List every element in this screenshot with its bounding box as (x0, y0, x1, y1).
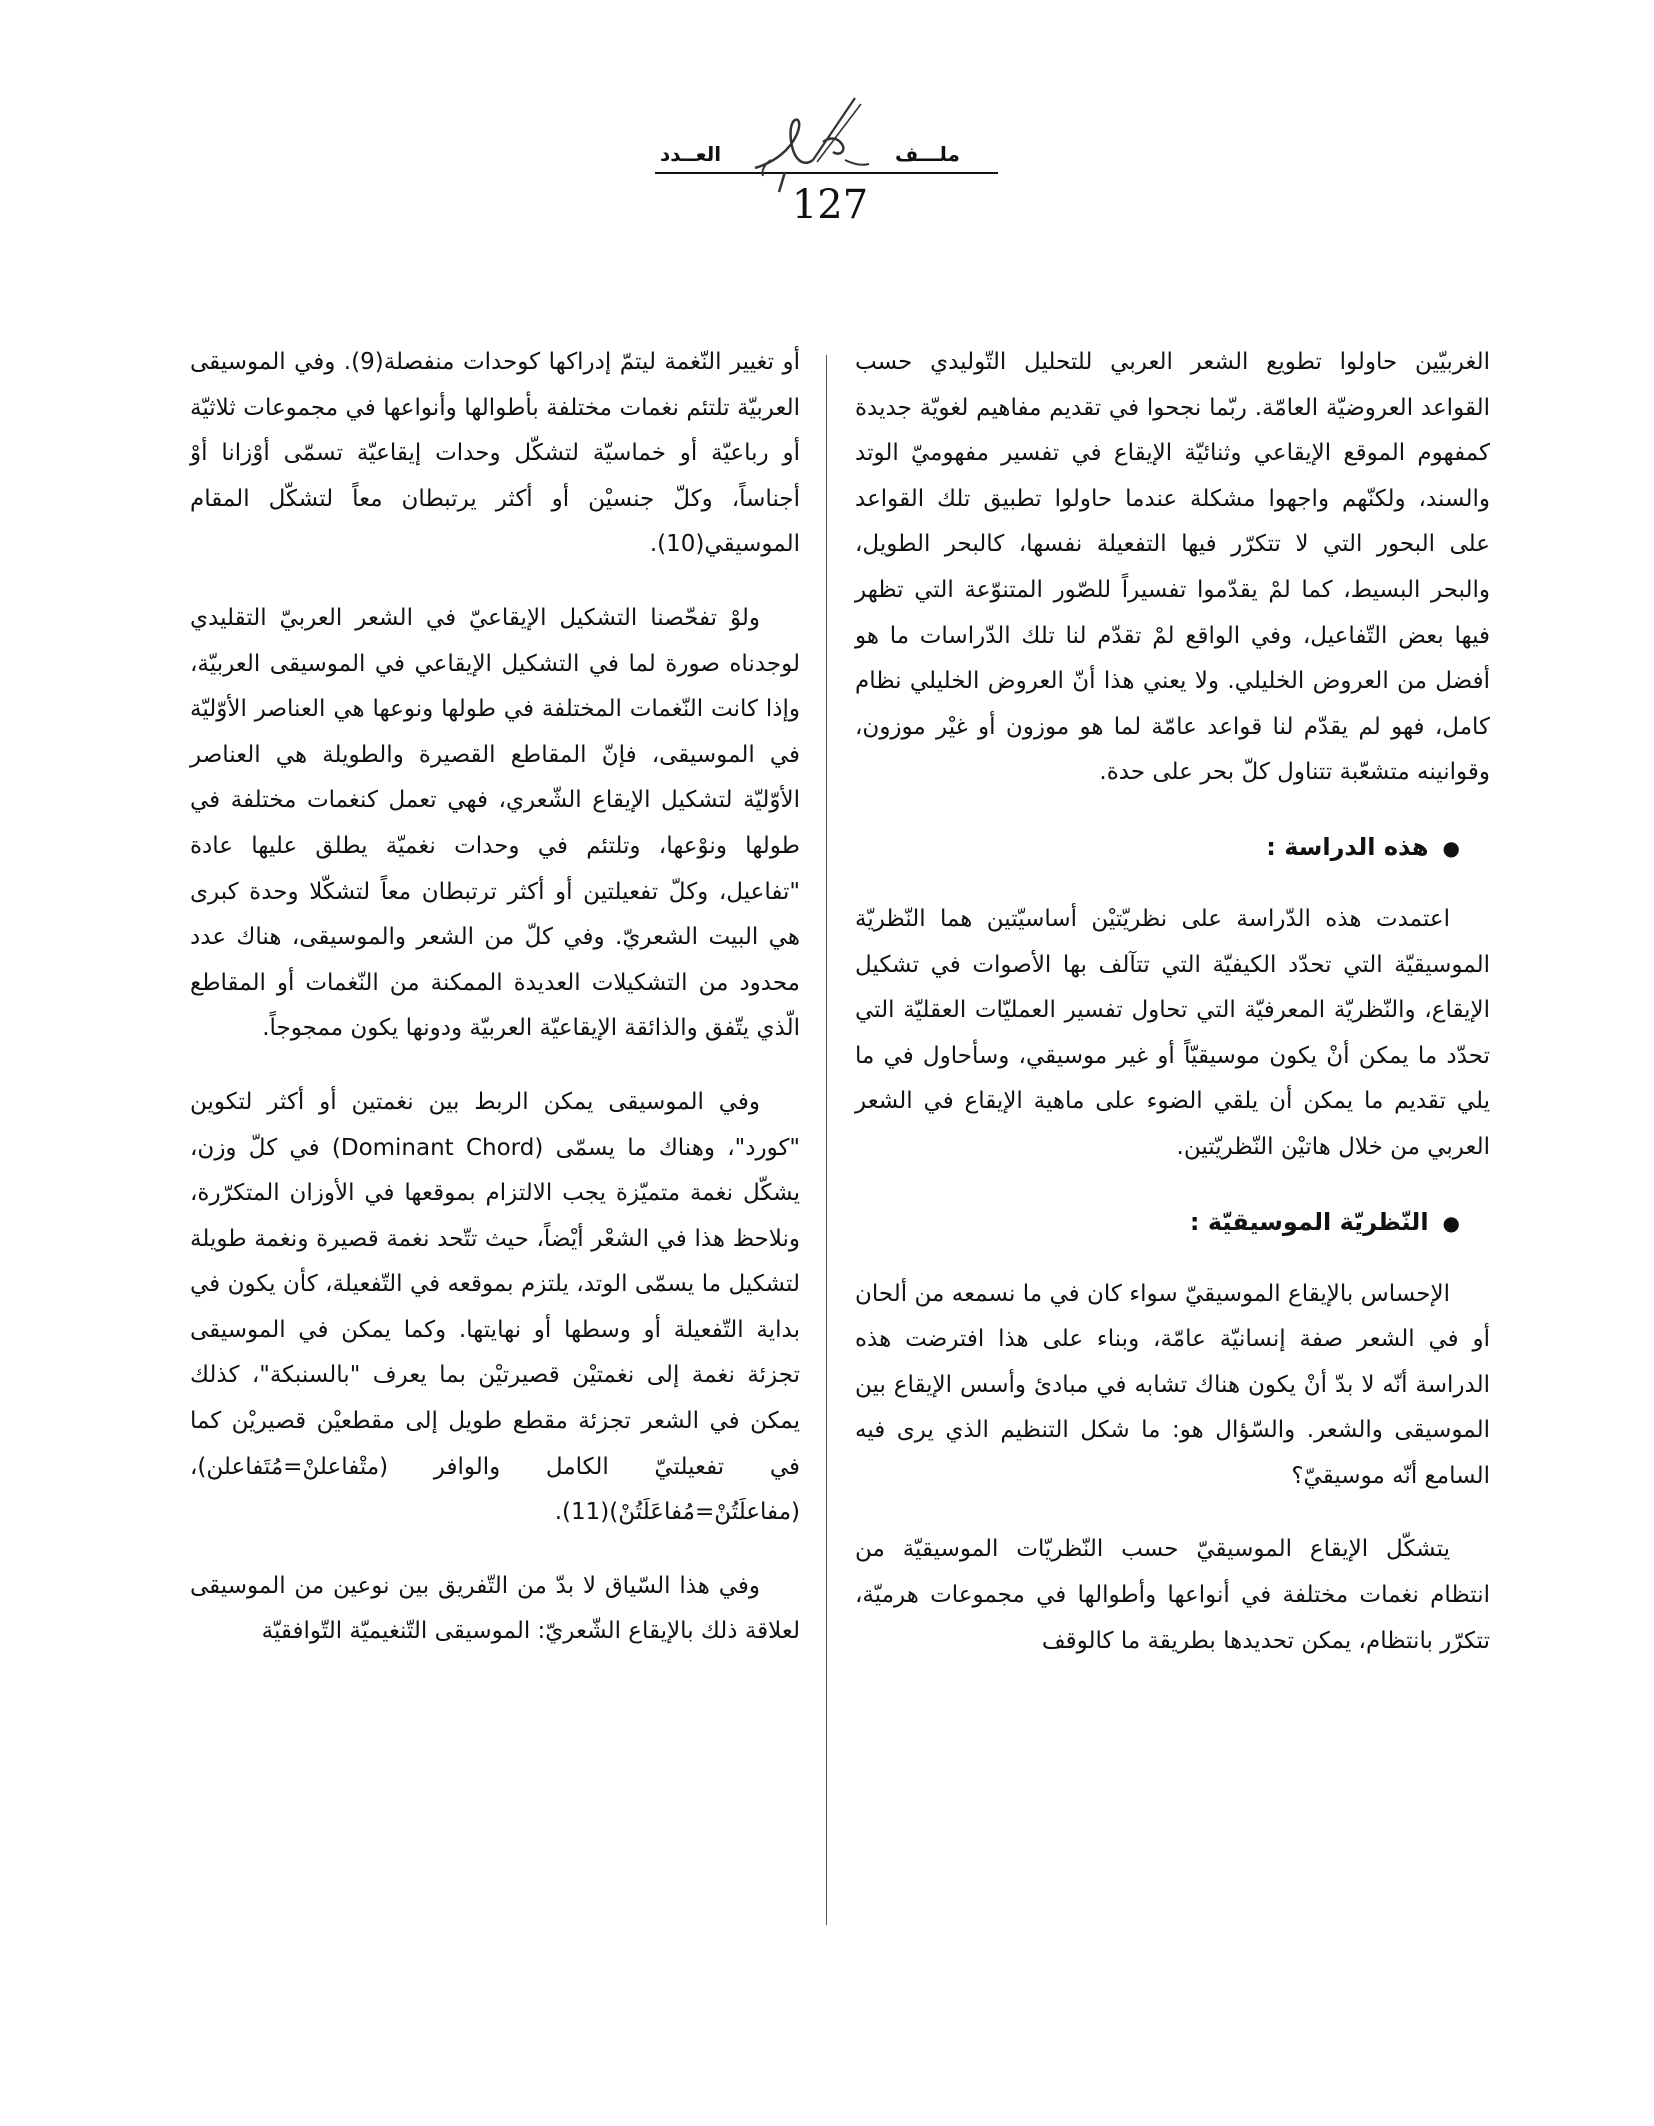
bullet-icon: ● (1442, 1210, 1460, 1235)
paragraph-text: ) في كلّ وزن، يشكّل نغمة متميّزة يجب الالتزام بموقعها في الأوزان المتكرّرة، ونلاحظ هذا في الشعْر أيْضاً، حيث تتّحد نغمة قصيرة ونغمة طويلة لتشكيل ما يسمّى الوتد، يلتزم بموقعه في التّفعيلة، كأن يكون في بداية التّفعيلة أو وسطها أو نهايتها. وكما يمكن في الموسيقى تجزئة نغمة إلى نغمتيْن قصيرتيْن بما يعرف "بالسنبكة"، كذلك يمكن في الشعر تجزئة مقطع طويل إلى مقطعيْن قصيريْن كما في تفعيلتيّ الكامل والوافر (متْفاعلنْ=مُتَفاعلن)، (مفاعلَتُنْ=مُفاعَلَتُنْ)(11). (190, 1134, 800, 1526)
section-heading-text: النّظريّة الموسيقيّة : (1189, 1207, 1429, 1236)
paragraph: وفي هذا السّياق لا بدّ من التّفريق بين نوعين من الموسيقى لعلاقة ذلك بالإيقاع الشّعريّ: الموسيقى التّنغيميّة التّوافقيّة (190, 1572, 800, 1645)
page-number: 127 (791, 182, 869, 228)
section-heading (855, 824, 1460, 871)
paragraph (190, 1080, 800, 1536)
paragraph: يتشكّل الإيقاع الموسيقيّ حسب النّظريّات الموسيقيّة من انتظام نغمات مختلفة في أنواعها وأطوالها في مجموعات هرميّة، تتكرّر بانتظام، يمكن تحديدها بطريقة ما كالوقف (855, 1536, 1490, 1654)
right-column (855, 340, 1490, 1692)
english-term: Dominant Chord (340, 1134, 535, 1161)
paragraph: الغربيّين حاولوا تطويع الشعر العربي للتحليل التّوليدي حسب القواعد العروضيّة العامّة. ربّما نجحوا في تقديم مفاهيم لغويّة جديدة كمفهوم الموقع الإيقاعي وثنائيّة الإيقاع في تفسير مفهوميّ الوتد والسند، ولكنّهم واجهوا مشكلة عندما حاولوا تطبيق تلك القواعد على البحور التي لا تتكرّر فيها التفعيلة نفسها، كالبحر الطويل، والبحر البسيط، كما لمْ يقدّموا تفسيراً للصّور المتنوّعة التي تظهر فيها بعض التّفاعيل، وفي الواقع لمْ تقدّم لنا تلك الدّراسات ما هو أفضل من العروض الخليلي. ولا يعني هذا أنّ العروض الخليلي نظام كامل، فهو لم يقدّم لنا قواعد عامّة لما هو موزون أو غيْر موزون، وقوانينه متشعّبة تتناول كلّ بحر على حدة. (855, 349, 1490, 786)
header-section-label: ملـــف (895, 142, 960, 166)
paragraph: أو تغيير النّغمة ليتمّ إدراكها كوحدات منفصلة(9). وفي الموسيقى العربيّة تلتئم نغمات مختلفة بأطوالها وأنواعها في مجموعات ثلاثيّة أو رباعيّة أو خماسيّة لتشكّل وحدات إيقاعيّة تسمّى أوْزانا أوْ أجناساً، وكلّ جنسيْن أو أكثر يرتبطان معاً لتشكّل المقام الموسيقي(10). (190, 349, 800, 558)
left-column (190, 340, 800, 1683)
paragraph-text: وفي الموسيقى يمكن الربط بين نغمتين أو أكثر لتكوين "كورد"، وهناك ما يسمّى ( (190, 1088, 801, 1161)
column-divider (826, 355, 827, 1925)
page-header (0, 90, 1654, 240)
bullet-icon: ● (1442, 835, 1460, 860)
header-issue-label: العــدد (660, 142, 722, 166)
section-heading (855, 1199, 1460, 1246)
section-heading-text: هذه الدراسة : (1266, 832, 1429, 861)
paragraph: اعتمدت هذه الدّراسة على نظريّتيْن أساسيّتين هما النّظريّة الموسيقيّة التي تحدّد الكيفيّة التي تتآلف بها الأصوات في تشكيل الإيقاع، والنّظريّة المعرفيّة التي تحاول تفسير العمليّات العقليّة التي تحدّد ما يمكن أنْ يكون موسيقيّاً أو غير موسيقي، وسأحاول في ما يلي تقديم ما يمكن أن يلقي الضوء على ماهية الإيقاع في الشعر العربي من خلال هاتيْن النّظريّتين. (855, 905, 1490, 1160)
paragraph: ولوْ تفحّصنا التشكيل الإيقاعيّ في الشعر العربيّ التقليدي لوجدناه صورة لما في التشكيل الإيقاعي في الموسيقى العربيّة، وإذا كانت النّغمات المختلفة في طولها ونوعها هي العناصر الأوّليّة في الموسيقى، فإنّ المقاطع القصيرة والطويلة هي العناصر الأوّليّة لتشكيل الإيقاع الشّعري، فهي تعمل كنغمات مختلفة في طولها ونوْعها، وتلتئم في وحدات نغميّة يطلق عليها عادة "تفاعيل، وكلّ تفعيلتين أو أكثر ترتبطان معاً لتشكّلا وحدة كبرى هي البيت الشعريّ. وفي كلّ من الشعر والموسيقى، هناك عدد محدود من التشكيلات العديدة الممكنة من النّغمات أو المقاطع الّذي يتّفق والذائقة الإيقاعيّة العربيّة ودونها يكون ممجوجاً. (190, 604, 800, 1042)
paragraph: الإحساس بالإيقاع الموسيقيّ سواء كان في ما نسمعه من ألحان أو في الشعر صفة إنسانيّة عامّة، وبناء على هذا افترضت هذه الدراسة أنّه لا بدّ أنْ يكون هناك تشابه في مبادئ وأسس الإيقاع بين الموسيقى والشعر. والسّؤال هو: ما شكل التنظيم الذي يرى فيه السامع أنّه موسيقيّ؟ (855, 1280, 1490, 1489)
